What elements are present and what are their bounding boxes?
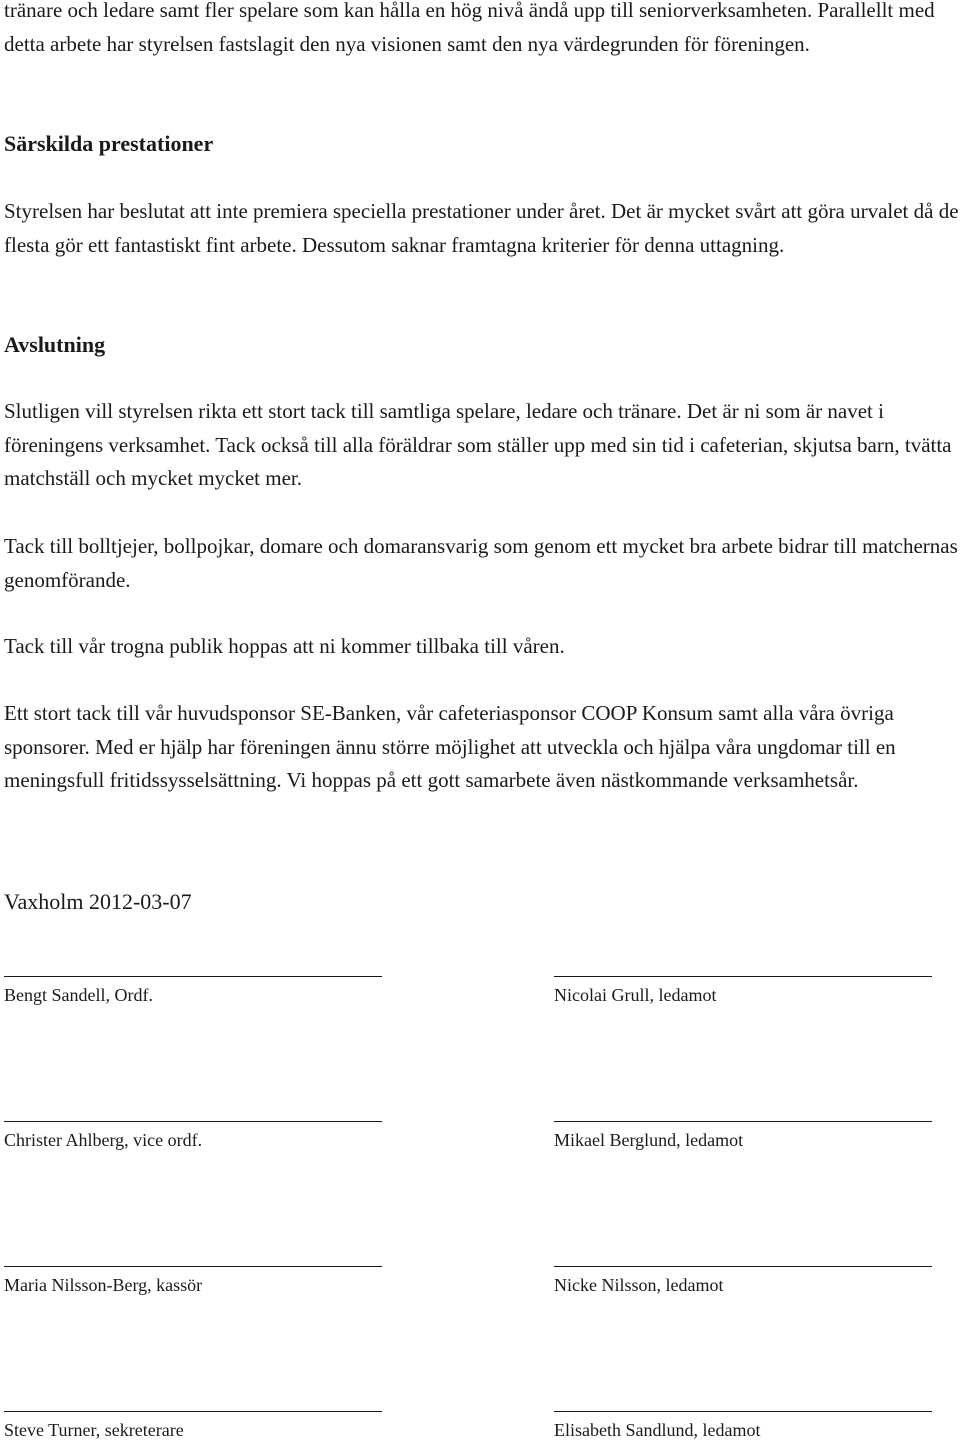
place-date: Vaxholm 2012-03-07 [4,889,192,914]
signature-block [4,1411,382,1442]
signatory-name: Steve Turner, sekreterare [4,1420,184,1440]
signature-block [554,1266,932,1297]
signature-block [4,1266,382,1297]
signatory-name: Elisabeth Sandlund, ledamot [554,1420,761,1440]
signature-block [4,976,382,1007]
signature-line [554,976,932,977]
signature-line [554,1266,932,1267]
signature-block [554,976,932,1007]
paragraph-avslutning-3: Tack till vår trogna publik hoppas att ni kommer tillbaka till våren. [4,634,565,658]
paragraph-prestationer: Styrelsen har beslutat att inte premiera speciella prestationer under året. Det är mycket svårt att göra urvalet då de flesta gör ett fantastiskt fint arbete. Dessutom saknar framtagna kriterier för denna uttagning. [4,199,959,257]
heading-avslutning: Avslutning [4,332,106,357]
signatory-name: Mikael Berglund, ledamot [554,1130,744,1150]
signature-line [4,1121,382,1122]
signature-line [4,1266,382,1267]
paragraph-avslutning-4: Ett stort tack till vår huvudsponsor SE-Banken, vår cafeteriasponsor COOP Konsum samt alla våra övriga sponsorer. Med er hjälp har föreningen ännu större möjlighet att utveckla och hjälpa våra ungdomar till en meningsfull fritidssysselsättning. Vi hoppas på ett gott samarbete även nästkommande verksamhetsår. [4,701,896,792]
intro-paragraph: tränare och ledare samt fler spelare som kan hålla en hög nivå ändå upp till seniorverksamheten. Parallellt med detta arbete har styrelsen fastslagit den nya visionen samt den nya värdegrunden för föreningen. [4,0,935,56]
paragraph-avslutning-2: Tack till bolltjejer, bollpojkar, domare och domaransvarig som genom ett mycket bra arbete bidrar till matchernas genomförande. [4,534,958,592]
paragraph-avslutning-1: Slutligen vill styrelsen rikta ett stort tack till samtliga spelare, ledare och tränare. Det är ni som är navet i föreningens verksamhet. Tack också till alla föräldrar som ställer upp med sin tid i cafeterian, skjutsa barn, tvätta matchställ och mycket mycket mer. [4,399,952,490]
signatory-name: Nicolai Grull, ledamot [554,985,717,1005]
signature-line [4,976,382,977]
heading-sarskilda-prestationer: Särskilda prestationer [4,131,214,156]
signatory-name: Bengt Sandell, Ordf. [4,985,153,1005]
signature-line [554,1411,932,1412]
signatory-name: Maria Nilsson-Berg, kassör [4,1275,203,1295]
signature-line [4,1411,382,1412]
signature-block [4,1121,382,1152]
signatory-name: Nicke Nilsson, ledamot [554,1275,724,1295]
signatory-name: Christer Ahlberg, vice ordf. [4,1130,203,1150]
signature-block [554,1121,932,1152]
signature-block [554,1411,932,1442]
signature-line [554,1121,932,1122]
